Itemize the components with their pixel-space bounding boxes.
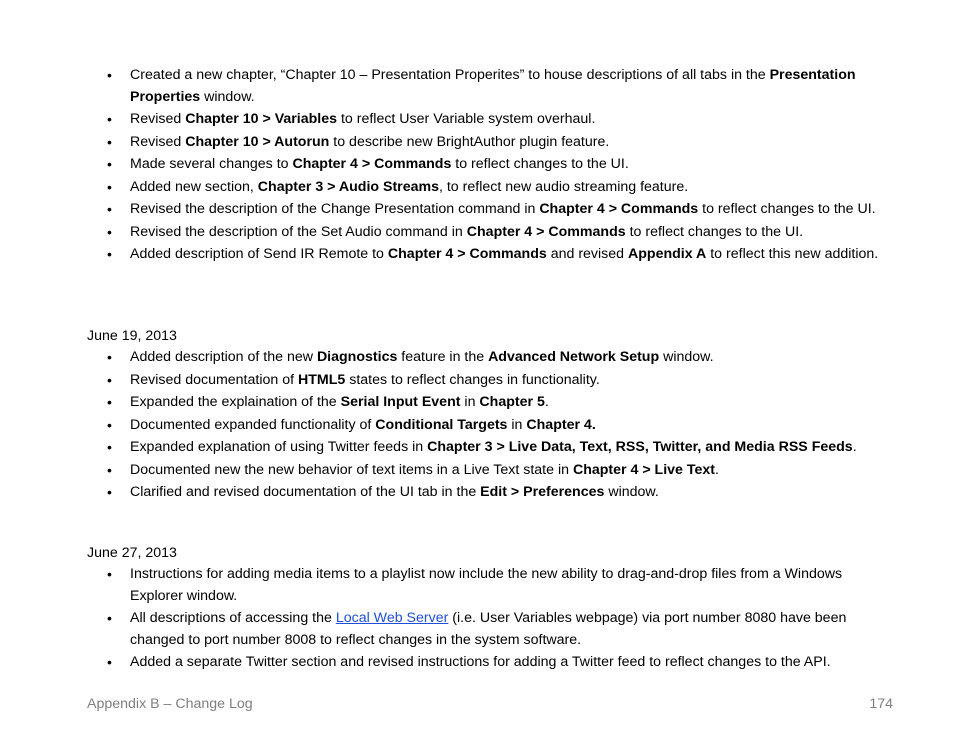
item-text: Revised <box>130 133 186 150</box>
change-item <box>0 482 954 504</box>
change-item <box>0 109 954 131</box>
item-text: to reflect changes to the UI. <box>625 223 804 240</box>
change-item <box>0 437 954 459</box>
bold-reference: Chapter 4 > Commands <box>539 201 699 217</box>
local-web-server-link[interactable]: Local Web Server <box>335 610 449 626</box>
change-item <box>0 199 954 221</box>
change-item <box>0 415 954 437</box>
date-heading-june-27: June 27, 2013 <box>87 545 177 561</box>
item-text: states to reflect changes in functionality. <box>345 371 600 388</box>
bold-reference: Chapter 4 > Commands <box>387 246 547 262</box>
item-text: Made several changes to <box>130 156 293 172</box>
bold-reference: Chapter 3 > Live Data, Text, RSS, Twitter, and Media RSS Feeds <box>427 439 853 455</box>
item-text: Clarified and revised documentation of the UI tab in the <box>130 484 481 500</box>
bold-reference: Edit > Preferences <box>480 484 605 500</box>
item-text: Documented new the new behavior of text items in a Live Text state in <box>130 461 573 478</box>
item-text: Created a new chapter, “Chapter 10 – Presentation Properites” to house descriptions of all tabs in the <box>130 67 770 83</box>
item-text: . <box>544 394 549 410</box>
item-text: Instructions for adding media items to a playlist now include the new ability to drag-and-drop files from a Windows Explorer window. <box>130 566 843 604</box>
item-text: , to reflect new audio streaming feature. <box>438 178 689 195</box>
item-text: Revised documentation of <box>130 371 298 388</box>
change-item <box>0 244 954 266</box>
bold-reference: HTML5 <box>298 371 346 388</box>
item-text: Revised <box>130 111 186 127</box>
bold-reference: Serial Input Event <box>340 394 461 410</box>
item-text: feature in the <box>397 349 489 365</box>
item-text: Expanded explanation of using Twitter feeds in <box>130 439 428 455</box>
changes-list-2 <box>0 347 954 505</box>
bold-reference: Chapter 4 > Commands <box>292 156 452 172</box>
item-text: to reflect User Variable system overhaul. <box>337 111 596 127</box>
change-item <box>0 154 954 176</box>
footer-title: Appendix B – Change Log <box>87 696 253 712</box>
changes-list-3 <box>0 564 954 675</box>
change-item <box>0 347 954 369</box>
item-text: in <box>507 416 527 433</box>
item-text: window. <box>604 484 659 500</box>
change-item <box>0 222 954 244</box>
item-text: Added description of the new <box>130 349 317 365</box>
item-text: . <box>715 461 719 478</box>
item-text: in <box>460 394 480 410</box>
item-text: Expanded the explaination of the <box>130 394 341 410</box>
changes-list-1 <box>0 65 954 267</box>
item-text: window. <box>200 88 255 105</box>
page-number: 174 <box>869 696 893 712</box>
date-heading-june-19: June 19, 2013 <box>87 328 177 344</box>
bold-reference: Chapter 5 <box>479 394 545 410</box>
item-text: to reflect changes to the UI. <box>698 201 876 217</box>
item-text: and revised <box>546 246 628 262</box>
item-text: Revised the description of the Set Audio command in <box>130 223 467 240</box>
bold-reference: Chapter 10 > Variables <box>185 111 338 127</box>
item-text: to reflect changes to the UI. <box>451 156 629 172</box>
change-item <box>0 132 954 154</box>
bold-reference: Conditional Targets <box>375 416 508 433</box>
bold-reference: Presentation Properties <box>130 67 856 105</box>
change-item <box>0 652 954 674</box>
bold-reference: Appendix A <box>628 246 707 262</box>
bold-reference: Chapter 10 > Autorun <box>185 133 330 150</box>
item-text: . <box>852 439 857 455</box>
item-text: Added a separate Twitter section and revised instructions for adding a Twitter feed to reflect changes to the API. <box>130 654 831 670</box>
item-text: Added description of Send IR Remote to <box>130 246 388 262</box>
item-text: Added new section, <box>130 178 258 195</box>
item-text: (i.e. User Variables webpage) via port number 8080 have been changed to port number 8008 to reflect changes in the system software. <box>130 610 847 648</box>
item-text: Documented expanded functionality of <box>130 416 376 433</box>
change-item <box>0 392 954 414</box>
bold-reference: Chapter 4 > Commands <box>466 223 626 240</box>
item-text: All descriptions of accessing the <box>130 610 336 626</box>
change-item <box>0 608 954 651</box>
bold-reference: Advanced Network Setup <box>488 349 660 365</box>
item-text: to reflect this new addition. <box>706 246 879 262</box>
item-text: to describe new BrightAuthor plugin feature. <box>329 133 610 150</box>
bold-reference: Chapter 4. <box>526 416 596 433</box>
bold-reference: Chapter 4 > Live Text <box>572 461 716 478</box>
change-item <box>0 370 954 392</box>
change-item <box>0 564 954 607</box>
item-text: Revised the description of the Change Presentation command in <box>130 201 540 217</box>
bold-reference: Diagnostics <box>316 349 398 365</box>
item-text: window. <box>659 349 714 365</box>
change-item <box>0 460 954 482</box>
bold-reference: Chapter 3 > Audio Streams <box>257 178 439 195</box>
change-item <box>0 65 954 108</box>
change-item <box>0 177 954 199</box>
